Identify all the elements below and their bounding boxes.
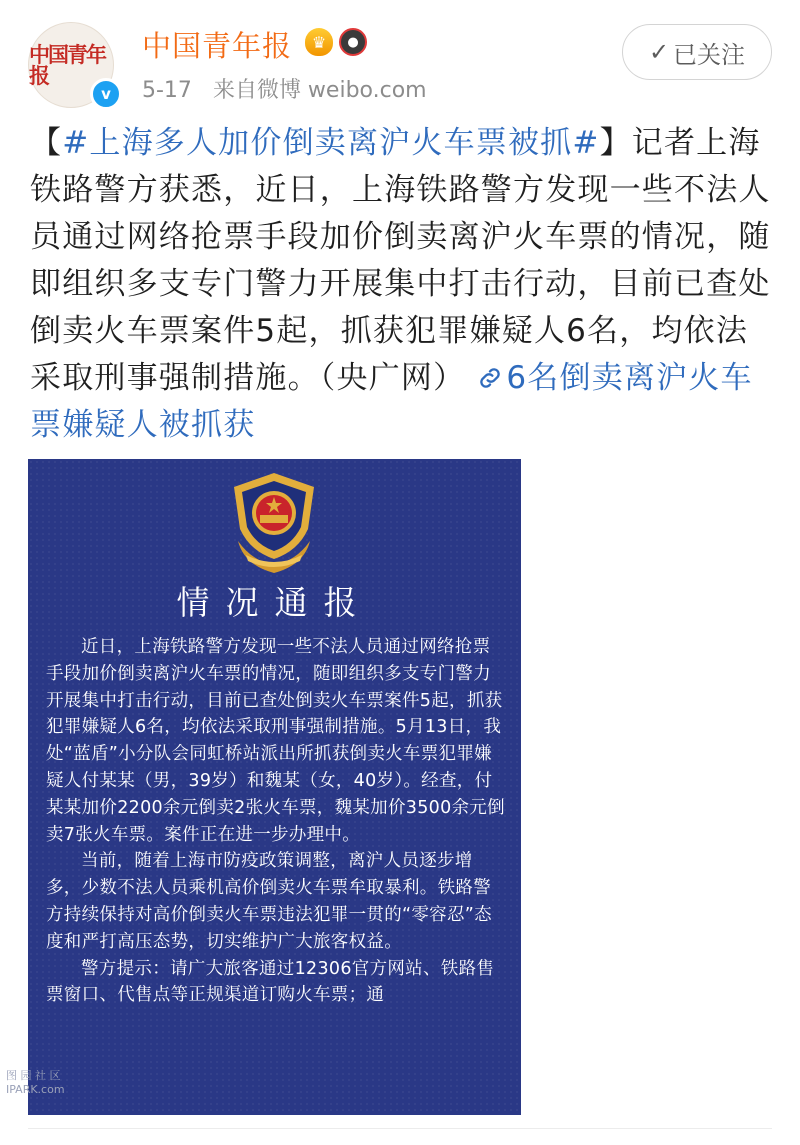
post-meta <box>142 73 441 104</box>
bracket-close: 】 <box>599 125 632 161</box>
bracket-open: 【 <box>30 125 63 161</box>
post-date: 5-17 <box>142 78 192 103</box>
notice-paragraph: 当前，随着上海市防疫政策调整，离沪人员逐步增多，少数不法人员乘机高价倒卖火车票牟取暴利。铁路警方持续保持对高价倒卖火车票违法犯罪一贯的“零容忍”态度和严打高压态势，切实维护广大旅客权益。 <box>46 851 492 952</box>
topic-link[interactable]: #上海多人加价倒卖离沪火车票被抓# <box>62 125 600 161</box>
link-icon <box>476 364 504 392</box>
follow-button-label: 已关注 <box>673 40 746 69</box>
medal-icon: ♛ <box>305 28 333 56</box>
notice-image[interactable] <box>28 459 521 1115</box>
verified-icon: v <box>90 78 122 110</box>
post-text <box>30 120 775 449</box>
follow-button[interactable] <box>622 24 772 80</box>
police-emblem-icon <box>224 469 324 579</box>
account-name[interactable]: 中国青年报 <box>142 29 293 63</box>
watermark-line2: IPARK.com <box>6 1083 65 1096</box>
notice-title: 情况通报 <box>176 583 373 622</box>
notice-paragraph: 警方提示：请广大旅客通过12306官方网站、铁路售票窗口、代售点等正规渠道订购火车票；通 <box>46 958 495 1006</box>
web-link-text: 6名倒卖离沪火车票嫌疑人被抓获 <box>30 360 753 443</box>
notice-paragraph: 近日，上海铁路警方发现一些不法人员通过网络抢票手段加价倒卖离沪火车票的情况，随即组织多支专门警力开展集中打击行动，目前已查处倒卖火车票案件5起，抓获犯罪嫌疑人6名，均依法采取刑事强制措施。5月13日，我处“蓝盾”小分队会同虹桥站派出所抓获倒卖火车票犯罪嫌疑人付某某（男，39岁）和魏某（女，40岁）。经查，付某某加价2200余元倒卖2张火车票，魏某加价3500余元倒卖7张火车票。案件正在进一步办理中。 <box>46 637 505 845</box>
check-icon: ✓ <box>648 38 670 66</box>
post-source: 来自微博 weibo.com <box>212 78 427 103</box>
divider <box>28 1128 772 1129</box>
sticker-icon: ● <box>339 28 367 56</box>
avatar-logo-text: 中国青年报 <box>29 42 105 88</box>
post-body: 记者上海铁路警方获悉，近日，上海铁路警方发现一些不法人员通过网络抢票手段加价倒卖离沪火车票的情况，随即组织多支专门警力开展集中打击行动，目前已查处倒卖火车票案件5起，抓获犯罪嫌疑人6名，均依法采取刑事强制措施。（央广网） <box>30 125 771 396</box>
post-header <box>0 0 800 120</box>
site-watermark <box>6 1069 86 1097</box>
watermark-line1: 图 园 社 区 <box>6 1069 61 1082</box>
notice-body <box>46 634 508 1009</box>
